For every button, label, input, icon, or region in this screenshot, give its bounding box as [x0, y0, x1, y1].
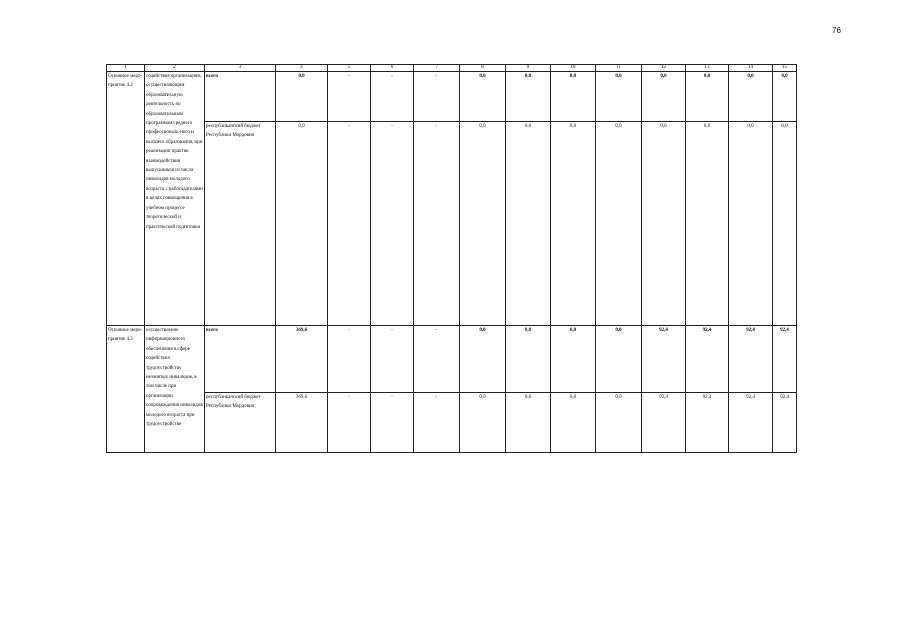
value-cell: 0,0: [460, 122, 506, 326]
col-header: 1: [107, 65, 145, 72]
col-header: 10: [551, 65, 596, 72]
activity-description: осуществление информационного обеспечения в сфере содействия трудоустройству незанятых инвалидов, в том числе при организации сопровождения инвалидов молодого возраста при трудоустройстве: [145, 326, 205, 453]
value-cell: 92,4: [773, 326, 797, 393]
value-cell: -: [371, 326, 414, 393]
value-cell: 0,0: [551, 393, 596, 453]
activity-code: Основное меро-приятие 4.3: [107, 326, 145, 453]
value-cell: -: [371, 72, 414, 122]
value-cell: 0,0: [551, 122, 596, 326]
activity-description: содействие организациям, осуществляющим образовательную деятельность по образовательным программам среднего профессиональ-ного и высшего образования, при реализации практик взаимодействия выпускников из числа инвалидов молодого возраста с работодателями в целях совмещения в учебном процессе теоретической и практической подготовки: [145, 72, 205, 326]
value-cell: 0,0: [729, 72, 773, 122]
col-header: 5: [328, 65, 371, 72]
table-row: [107, 122, 797, 326]
col-header: 6: [371, 65, 414, 72]
table-row: [107, 326, 797, 393]
value-cell: 0,0: [506, 326, 551, 393]
value-cell: -: [414, 72, 460, 122]
value-cell: -: [414, 393, 460, 453]
table-row: [107, 393, 797, 453]
value-cell: 0,0: [460, 393, 506, 453]
value-cell: -: [414, 326, 460, 393]
col-header: 3: [205, 65, 276, 72]
value-cell: 92,4: [729, 393, 773, 453]
value-cell: 0,0: [276, 72, 328, 122]
financing-table: [106, 64, 797, 453]
col-header: 4: [276, 65, 328, 72]
value-cell: -: [414, 122, 460, 326]
value-cell: -: [328, 122, 371, 326]
col-header: 7: [414, 65, 460, 72]
value-cell: 92,4: [686, 326, 729, 393]
value-cell: 0,0: [642, 122, 686, 326]
value-cell: 0,0: [551, 326, 596, 393]
funding-source: всего: [205, 72, 276, 122]
col-header: 12: [642, 65, 686, 72]
page-number: 76: [832, 26, 841, 35]
value-cell: -: [328, 326, 371, 393]
col-header: 14: [729, 65, 773, 72]
value-cell: -: [328, 393, 371, 453]
funding-source: республиканский бюджет Республики Мордовия: [205, 393, 276, 453]
value-cell: 92,4: [773, 393, 797, 453]
value-cell: 369,6: [276, 326, 328, 393]
value-cell: 0,0: [686, 72, 729, 122]
value-cell: 92,4: [686, 393, 729, 453]
value-cell: 0,0: [460, 326, 506, 393]
header-row: [107, 65, 797, 72]
value-cell: 0,0: [729, 122, 773, 326]
value-cell: 0,0: [460, 72, 506, 122]
funding-source: республиканский бюджет Республики Мордовия: [205, 122, 276, 326]
col-header: 8: [460, 65, 506, 72]
col-header: 15: [773, 65, 797, 72]
value-cell: 92,4: [642, 393, 686, 453]
value-cell: 369,6: [276, 393, 328, 453]
value-cell: 0,0: [506, 72, 551, 122]
value-cell: 92,4: [642, 326, 686, 393]
value-cell: 0,0: [642, 72, 686, 122]
value-cell: 0,0: [596, 393, 642, 453]
col-header: 11: [596, 65, 642, 72]
value-cell: 0,0: [506, 393, 551, 453]
value-cell: -: [371, 393, 414, 453]
value-cell: -: [328, 72, 371, 122]
activity-code: Основное меро-приятие 4.2: [107, 72, 145, 326]
col-header: 2: [145, 65, 205, 72]
funding-source: всего: [205, 326, 276, 393]
table-row: [107, 72, 797, 122]
value-cell: -: [371, 122, 414, 326]
col-header: 9: [506, 65, 551, 72]
value-cell: 0,0: [596, 72, 642, 122]
value-cell: 92,4: [729, 326, 773, 393]
value-cell: 0,0: [773, 122, 797, 326]
value-cell: 0,0: [506, 122, 551, 326]
value-cell: 0,0: [276, 122, 328, 326]
value-cell: 0,0: [596, 122, 642, 326]
value-cell: 0,0: [551, 72, 596, 122]
value-cell: 0,0: [596, 326, 642, 393]
value-cell: 0,0: [773, 72, 797, 122]
col-header: 13: [686, 65, 729, 72]
value-cell: 0,0: [686, 122, 729, 326]
